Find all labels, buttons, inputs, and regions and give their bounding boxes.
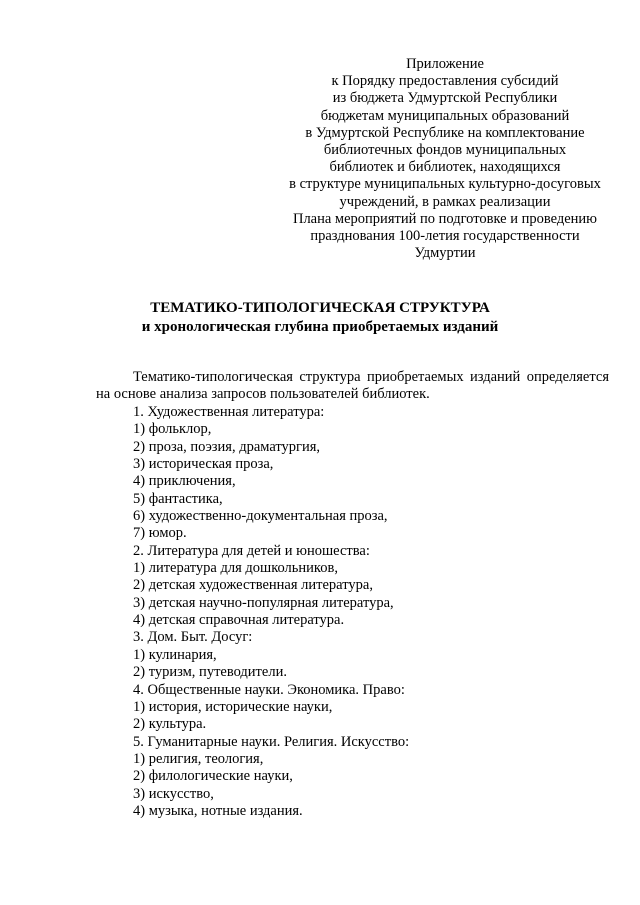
list-item: 4) детская справочная литература.: [133, 612, 345, 629]
list-item: 2) филологические науки,: [133, 768, 293, 785]
appendix-line: в структуре муниципальных культурно-досуговых: [289, 176, 601, 193]
list-item: 2) культура.: [133, 716, 207, 733]
appendix-line: библиотек и библиотек, находящихся: [329, 159, 561, 176]
list-item: 1) литература для дошкольников,: [133, 560, 338, 577]
appendix-line: празднования 100-летия государственности: [310, 228, 580, 245]
section-heading-social-sciences: 4. Общественные науки. Экономика. Право:: [133, 681, 405, 698]
intro-line-1: Тематико-типологическая структура приобретаемых изданий определяется: [133, 369, 609, 385]
appendix-line: бюджетам муниципальных образований: [320, 107, 570, 124]
section-heading-home: 3. Дом. Быт. Досуг:: [133, 629, 253, 646]
appendix-header: [270, 56, 620, 262]
category-list: [133, 404, 409, 820]
list-item: 2) детская художественная литература,: [133, 577, 373, 594]
list-item: 1) фольклор,: [133, 421, 212, 438]
list-item: 1) кулинария,: [133, 646, 217, 663]
appendix-line: библиотечных фондов муниципальных: [323, 142, 567, 159]
list-item: 1) история, исторические науки,: [133, 698, 333, 715]
list-item: 3) искусство,: [133, 785, 214, 802]
appendix-line: в Удмуртской Республике на комплектование: [305, 124, 585, 141]
list-item: 7) юмор.: [133, 525, 187, 542]
appendix-line: Удмуртии: [414, 245, 476, 262]
list-item: 4) музыка, нотные издания.: [133, 802, 303, 819]
section-heading-humanities: 5. Гуманитарные науки. Религия. Искусство:: [133, 733, 410, 750]
list-item: 4) приключения,: [133, 473, 236, 490]
appendix-line: из бюджета Удмуртской Республики: [332, 90, 558, 107]
section-heading-fiction: 1. Художественная литература:: [133, 404, 325, 420]
appendix-line: учреждений, в рамках реализации: [339, 193, 551, 210]
list-item: 6) художественно-документальная проза,: [133, 508, 388, 525]
appendix-line: к Порядку предоставления субсидий: [331, 73, 559, 90]
list-item: 3) историческая проза,: [133, 456, 274, 473]
title-line-2: и хронологическая глубина приобретаемых изданий: [141, 319, 499, 335]
list-item: 1) религия, теология,: [133, 750, 264, 767]
list-item: 2) туризм, путеводители.: [133, 664, 287, 681]
appendix-line: Приложение: [406, 56, 484, 72]
intro-paragraph: [96, 369, 609, 404]
section-heading-children: 2. Литература для детей и юношества:: [133, 542, 370, 559]
list-item: 3) детская научно-популярная литература,: [133, 594, 394, 611]
list-item: 2) проза, поэзия, драматургия,: [133, 438, 321, 455]
intro-line-2: на основе анализа запросов пользователей библиотек.: [96, 386, 430, 403]
title-line-1: ТЕМАТИКО-ТИПОЛОГИЧЕСКАЯ СТРУКТУРА: [150, 300, 490, 316]
document-title: [0, 299, 640, 337]
list-item: 5) фантастика,: [133, 490, 223, 507]
appendix-line: Плана мероприятий по подготовке и проведению: [292, 210, 598, 227]
